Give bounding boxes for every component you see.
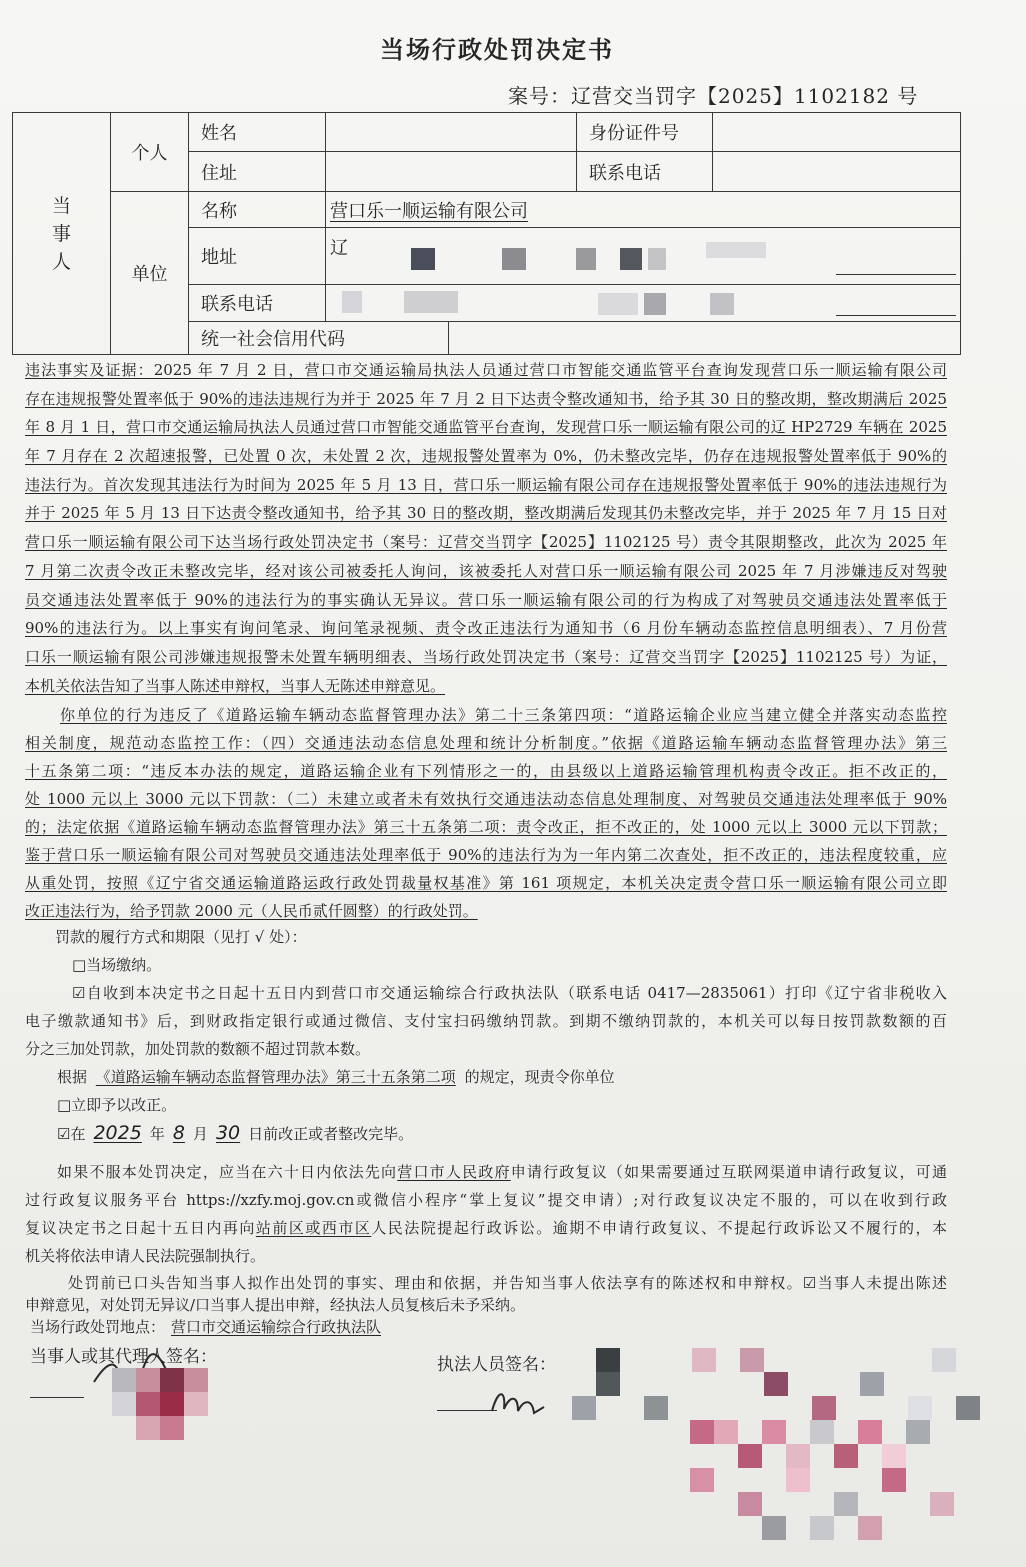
notice-line: 处罚前已口头告知当事人拟作出处罚的事实、理由和依据，并告知当事人依法享有的陈述权和申辩权。☑当事人未提出陈述 [68,1274,947,1292]
unit-name-value: 营口乐一顺运输有限公司 [330,200,528,222]
payment-option-onsite: □当场缴纳。 [72,956,162,974]
unit-name-value-cell [326,192,961,228]
facts-line: 员交通违法处置率低于 90%的违法行为的事实确认无异议。营口乐一顺运输有限公司的行为构成了对驾驶员交通违法处置率低于 [25,590,947,609]
redaction-block [706,242,766,258]
redaction-block [620,248,642,270]
correction-option-immediate: □立即予以改正。 [57,1096,177,1114]
phone-continuation-line [836,315,956,316]
unit-phone-label: 联系电话 [189,285,326,322]
redaction-block [648,248,666,270]
legal-line: 相关制度，规范动态监控工作：（四）交通违法动态信息处理和统计分析制度。”依据《道路运输车辆动态监督管理办法》第三 [25,734,947,752]
redaction-mosaic [112,1368,136,1392]
address-value [326,152,577,192]
handwritten-signature-officer [488,1385,548,1419]
unit-name-label: 名称 [189,192,326,228]
deadline-year-unit: 年 [149,1125,165,1143]
handwritten-signature-party [90,1352,230,1392]
redaction-block [598,293,638,315]
id-number-value [713,113,961,152]
credit-code-label: 统一社会信用代码 [189,322,449,355]
deadline-suffix: 日前改正或者整改完毕。 [248,1125,414,1143]
redaction-block [644,293,666,315]
correction-suffix: 的规定，现责令你单位 [464,1068,615,1086]
remedy-text: 如果不服本处罚决定，应当在六十日内依法先向 [57,1163,398,1181]
facts-line: 违法事实及证据：2025 年 7 月 2 日，营口市交通运输局执法人员通过营口市智能交通监管平台查询发现营口乐一顺运输有限公司 [25,361,947,379]
name-value [326,113,577,152]
legal-basis-paragraph [25,701,947,925]
name-label: 姓名 [189,113,326,152]
remedy-paragraph [25,1158,947,1270]
legal-line: 改正违法行为，给予罚款 2000 元（人民币贰仟圆整）的行政处罚。 [25,902,478,920]
correction-option-deadline [25,1119,947,1147]
party-signature-line [30,1397,84,1398]
remedy-line [25,1158,947,1186]
facts-line: 90%的违法行为。以上事实有询问笔录、询问笔录视频、责令改正违法行为通知书（6 月份车辆动态监控信息明细表）、7 月份营 [25,619,947,638]
id-number-label: 身份证件号 [577,113,713,152]
case-number: 案号：辽营交当罚字【2025】1102182 号 [508,84,919,108]
remedy-text: 人民法院提起行政诉讼。逾期不申请行政复议、不提起行政诉讼又不履行的，本 [371,1219,947,1237]
unit-address-label: 地址 [189,228,326,285]
remedy-line: 过行政复议服务平台 https://xzfy.moj.gov.cn或微信小程序“掌上复议”提交申请）;对行政复议决定不服的，可以在收到行政 [25,1191,947,1209]
phone-label: 联系电话 [577,152,713,192]
unit-phone-value-cell [326,285,961,322]
payment-heading: 罚款的履行方式和期限（见打 √ 处）： [55,928,307,946]
handwritten-year: 2025 [93,1122,142,1144]
unit-label: 单位 [111,192,189,355]
remedy-text: 申请行政复议（如果需要通过互联网渠道申请行政复议，可通 [510,1163,947,1181]
notice-section [25,1272,947,1338]
legal-line: 处 1000 元以上 3000 元以下罚款：（二）未建立或者未有效执行交通违法动态信息处理制度、对驾驶员交通违法处理率低于 90% [25,790,947,808]
correction-basis-line [25,1063,947,1091]
document-title: 当场行政处罚决定书 [380,35,614,64]
redaction-block [404,291,458,313]
location-value: 营口市交通运输综合行政执法队 [171,1318,382,1336]
facts-line: 口乐一顺运输有限公司涉嫌违规报警未处置车辆明细表、当场行政处罚决定书（案号：辽营交当罚字【2025】1102125 号）为证， [25,647,947,666]
correction-basis: 《道路运输车辆动态监督管理办法》第三十五条第二项 [95,1068,456,1086]
address-continuation-line [836,274,956,275]
party-label: 当事人 [51,194,71,273]
reconsideration-authority: 营口市人民政府 [397,1163,511,1181]
payment-option-deadline-line: 电子缴款通知书》后，到财政指定银行或通过微信、支付宝扫码缴纳罚款。到期不缴纳罚款的，本机关可以每日按罚款数额的百 [25,1012,947,1030]
payment-section [25,923,947,1147]
facts-line: 营口乐一顺运输有限公司下达当场行政处罚决定书（案号：辽营交当罚字【2025】1102125 号）责令其限期整改，此次为 2025 年 [25,533,947,552]
unit-address-value-cell [326,228,961,285]
facts-line: 7 月第二次责令改正未整改完毕，经对该公司被委托人询问，该被委托人对营口乐一顺运输有限公司 2025 年 7 月涉嫌违反对驾驶 [25,561,947,580]
deadline-prefix: ☑在 [57,1125,86,1143]
payment-option-deadline-line: 分之三加处罚款，加处罚款的数额不超过罚款本数。 [25,1040,371,1058]
individual-label: 个人 [111,113,189,192]
facts-line: 存在违规报警处置率低于 90%的违法违规行为并于 2025 年 7 月 2 日下达责令整改通知书，给予其 30 日的整改期，整改期满后 2025 [25,389,947,408]
address-label: 住址 [189,152,326,192]
party-info-table [12,112,961,355]
redaction-block [502,248,526,270]
violation-facts-paragraph [25,356,947,700]
officer-signature-label: 执法人员签名： [437,1355,556,1375]
correction-prefix: 根据 [57,1068,88,1086]
remedy-line: 机关将依法申请人民法院强制执行。 [25,1247,266,1265]
payment-option-deadline-line: ☑自收到本决定书之日起十五日内到营口市交通运输综合行政执法队（联系电话 0417—2835061）打印《辽宁省非税收入 [72,984,947,1002]
unit-address-visible-text: 辽 [330,238,348,259]
legal-line: 你单位的行为违反了《道路运输车辆动态监督管理办法》第二十三条第四项：“道路运输企业应当建立健全并落实动态监控 [60,706,947,724]
facts-line: 年 8 月 1 日，营口市交通运输局执法人员通过营口市智能交通监管平台查询，发现营口乐一顺运输有限公司的辽 HP2729 车辆在 2025 [25,418,947,437]
facts-line: 违法行为。首次发现其违法行为时间为 2025 年 5 月 13 日，营口乐一顺运输有限公司存在违规报警处置率低于 90%的违法违规行为 [25,475,947,494]
phone-value [713,152,961,192]
table-row [13,192,961,228]
legal-line: 鉴于营口乐一顺运输有限公司对驾驶员交通违法处理率低于 90%的违法行为为一年内第二次查处，拒不改正的，违法程度较重，应 [25,846,947,864]
facts-line: 年 7 月存在 2 次超速报警，已处置 0 次，未处置 2 次，违规报警处置率为 0%，仍未整改完毕，仍存在违规报警处置率低于 90%的 [25,447,947,466]
legal-line: 从重处罚，按照《辽宁省交通运输道路运政行政处罚裁量权基准》第 161 项规定，本机关决定责令营口乐一顺运输有限公司立即 [25,874,947,892]
legal-line: 的；法定依据《道路运输车辆动态监督管理办法》第三十五条第二项：责令改正，拒不改正的，处 1000 元以上 3000 元以下罚款； [25,818,947,836]
redaction-mosaic [596,1348,620,1372]
remedy-text: 复议决定书之日起十五日内再向 [25,1219,256,1237]
court-district: 站前区或西市区 [255,1219,372,1237]
redaction-block [576,248,596,270]
redaction-block [710,293,734,315]
penalty-location-line [25,1316,947,1338]
facts-line: 本机关依法告知了当事人陈述申辩权，当事人无陈述申辩意见。 [25,676,446,695]
party-signature-label: 当事人或其代理人签名： [30,1347,217,1367]
handwritten-month: 8 [172,1122,185,1144]
location-label: 当场行政处罚地点： [30,1318,166,1336]
handwritten-day: 30 [215,1122,241,1144]
table-row [13,113,961,152]
notice-line: 申辩意见，对处罚无异议/口当事人提出申辩，经执法人员复核后未予采纳。 [25,1296,526,1314]
deadline-month-unit: 月 [192,1125,208,1143]
facts-line: 并于 2025 年 5 月 13 日下达责令整改通知书，给予其 30 日的整改期，整改期满后发现其仍未整改完毕，并于 2025 年 7 月 15 日对 [25,504,947,523]
legal-line: 十五条第二项：“违反本办法的规定，道路运输企业有下列情形之一的，由县级以上道路运输管理机构责令改正。拒不改正的， [25,762,947,780]
redaction-mosaic [690,1420,714,1444]
party-label-cell [13,113,111,355]
remedy-line [25,1214,947,1242]
credit-code-value [449,322,961,355]
redaction-block [411,248,435,270]
redaction-block [342,291,362,313]
